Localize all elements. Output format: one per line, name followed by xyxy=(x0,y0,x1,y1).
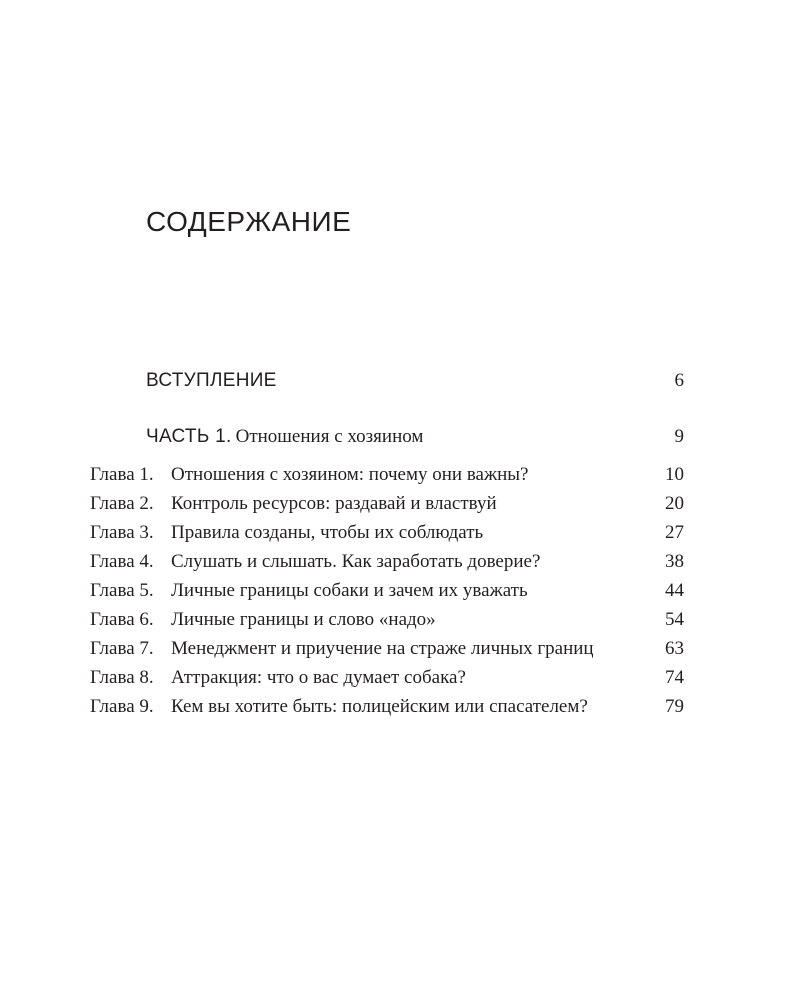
chapter-title: Отношения с хозяином: почему они важны? xyxy=(171,464,529,485)
chapter-page-number: 38 xyxy=(665,551,684,572)
toc-entry-chapter-7[interactable] xyxy=(90,635,684,662)
intro-page-number: 6 xyxy=(674,370,684,391)
chapter-label: Глава 8. xyxy=(90,667,154,688)
toc-entry-chapter-4[interactable] xyxy=(90,548,684,575)
toc-entry-chapter-5[interactable] xyxy=(90,577,684,604)
chapter-label: Глава 6. xyxy=(90,609,154,630)
toc-entry-chapter-6[interactable] xyxy=(90,606,684,633)
chapter-title: Личные границы и слово «надо» xyxy=(171,609,436,630)
chapter-page-number: 44 xyxy=(665,580,684,601)
toc-entry-chapter-9[interactable] xyxy=(90,693,684,720)
chapter-label: Глава 7. xyxy=(90,638,154,659)
chapter-page-number: 74 xyxy=(665,667,684,688)
chapter-label: Глава 2. xyxy=(90,493,154,514)
chapter-title: Контроль ресурсов: раздавай и властвуй xyxy=(171,493,497,514)
chapter-page-number: 10 xyxy=(665,464,684,485)
chapter-page-number: 20 xyxy=(665,493,684,514)
chapter-title: Менеджмент и приучение на страже личных границ xyxy=(171,638,594,659)
part-prefix: ЧАСТЬ 1. xyxy=(146,426,232,447)
chapter-page-number: 27 xyxy=(665,522,684,543)
part-page-number: 9 xyxy=(674,426,684,447)
chapter-label: Глава 3. xyxy=(90,522,154,543)
toc-entry-intro[interactable] xyxy=(146,370,684,392)
chapter-page-number: 63 xyxy=(665,638,684,659)
intro-label: ВСТУПЛЕНИЕ xyxy=(146,370,277,391)
chapter-page-number: 79 xyxy=(665,696,684,717)
chapter-label: Глава 9. xyxy=(90,696,154,717)
chapter-page-number: 54 xyxy=(665,609,684,630)
toc-entry-chapter-8[interactable] xyxy=(90,664,684,691)
toc-entry-chapter-2[interactable] xyxy=(90,490,684,517)
chapter-label: Глава 1. xyxy=(90,464,154,485)
chapter-label: Глава 5. xyxy=(90,580,154,601)
chapter-title: Правила созданы, чтобы их соблюдать xyxy=(171,522,484,543)
chapter-title: Кем вы хотите быть: полицейским или спасателем? xyxy=(171,696,588,717)
toc-entry-chapter-1[interactable] xyxy=(90,461,684,488)
part-label xyxy=(146,426,423,448)
chapter-label: Глава 4. xyxy=(90,551,154,572)
chapter-title: Аттракция: что о вас думает собака? xyxy=(171,667,466,688)
chapter-title: Слушать и слышать. Как заработать доверие? xyxy=(171,551,541,572)
part-title: Отношения с хозяином xyxy=(235,426,424,447)
toc-entry-part-1[interactable] xyxy=(146,426,684,448)
toc-entry-chapter-3[interactable] xyxy=(90,519,684,546)
toc-title: СОДЕРЖАНИЕ xyxy=(146,206,352,237)
chapter-title: Личные границы собаки и зачем их уважать xyxy=(171,580,528,601)
chapter-list xyxy=(90,461,684,722)
